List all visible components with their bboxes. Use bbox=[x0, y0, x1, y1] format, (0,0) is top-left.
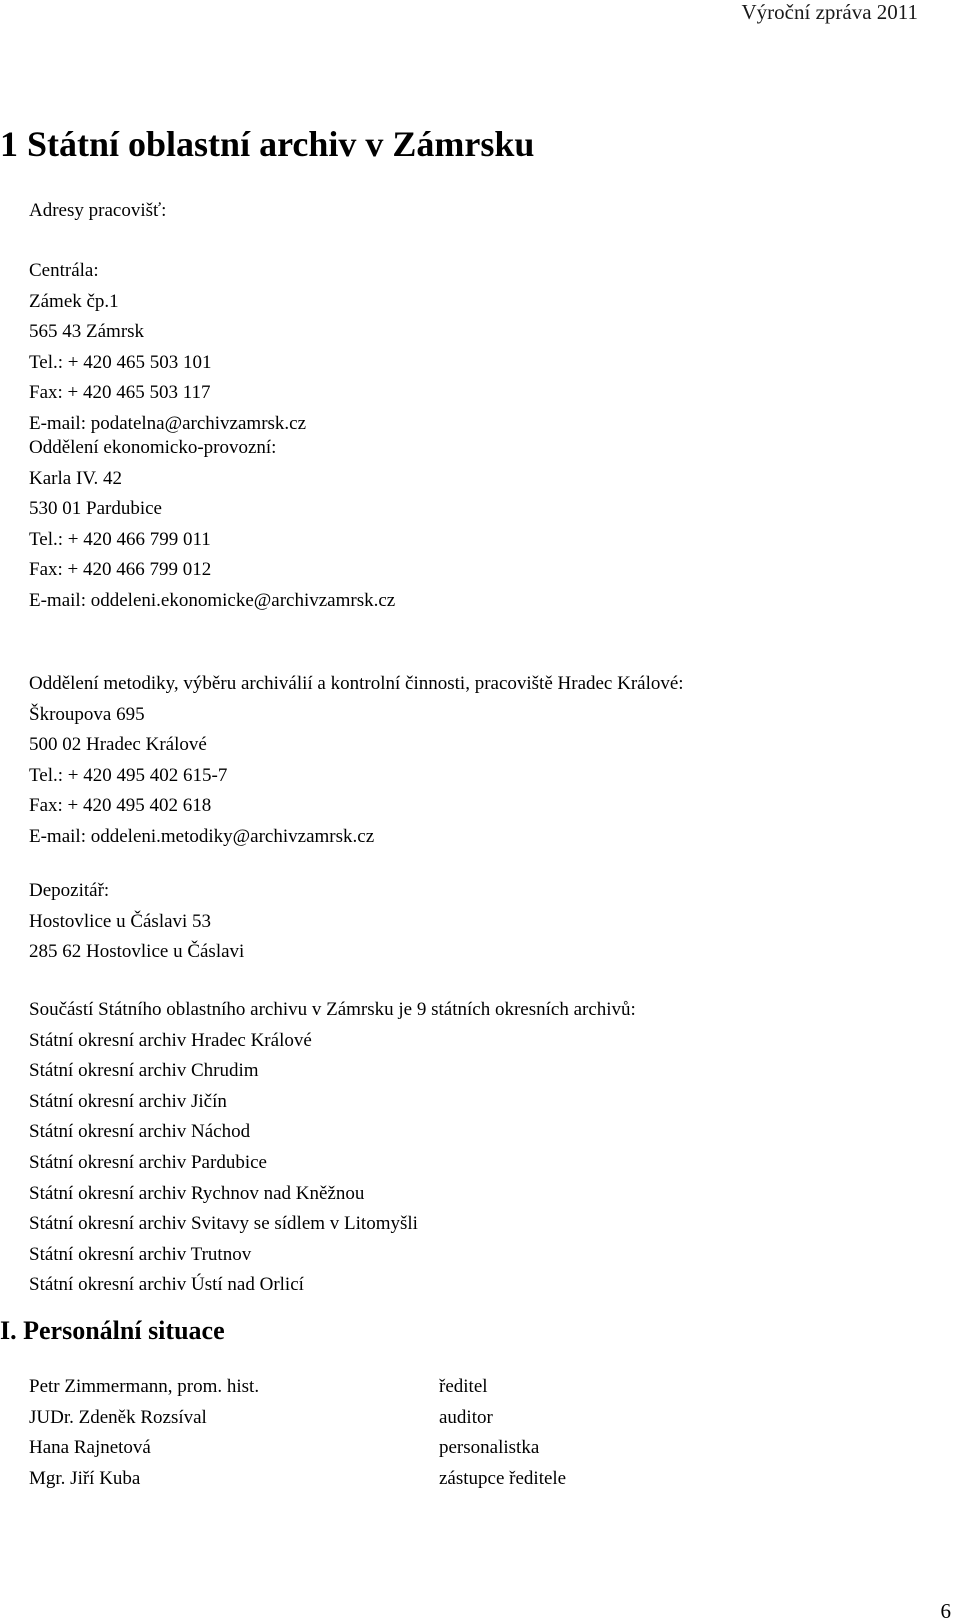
address-line: E-mail: podatelna@archivzamrsk.cz bbox=[29, 412, 307, 434]
address-line: Hostovlice u Čáslavi 53 bbox=[29, 910, 212, 932]
staff-roles bbox=[439, 1372, 566, 1494]
staff-name: Petr Zimmermann, prom. hist. bbox=[29, 1376, 260, 1397]
list-item: Státní okresní archiv Chrudim bbox=[29, 1060, 259, 1082]
address-line: Fax: + 420 466 799 012 bbox=[29, 559, 212, 581]
list-item: Státní okresní archiv Pardubice bbox=[29, 1151, 267, 1173]
staff-name: Mgr. Jiří Kuba bbox=[29, 1467, 141, 1489]
list-item: Státní okresní archiv Jičín bbox=[29, 1090, 227, 1112]
address-line: Oddělení ekonomicko-provozní: bbox=[29, 437, 277, 458]
running-header: Výroční zpráva 2011 bbox=[741, 0, 918, 24]
address-block-metodiky bbox=[29, 669, 684, 853]
personal-section-title: I. Personální situace bbox=[0, 1316, 225, 1345]
staff-name: Hana Rajnetová bbox=[29, 1437, 151, 1459]
staff-role: ředitel bbox=[439, 1376, 488, 1397]
staff-name: JUDr. Zdeněk Rozsíval bbox=[29, 1406, 207, 1428]
list-item: Státní okresní archiv Ústí nad Orlicí bbox=[29, 1274, 304, 1296]
address-line: Fax: + 420 465 503 117 bbox=[29, 382, 211, 404]
address-line: Oddělení metodiky, výběru archiválií a kontrolní činnosti, pracoviště Hradec Králové: bbox=[29, 673, 684, 694]
list-item: Státní okresní archiv Trutnov bbox=[29, 1243, 252, 1265]
staff-role: zástupce ředitele bbox=[439, 1467, 567, 1489]
address-line: Karla IV. 42 bbox=[29, 467, 123, 489]
address-block-depozitar bbox=[29, 876, 244, 968]
address-line: Tel.: + 420 495 402 615-7 bbox=[29, 764, 228, 786]
address-block-centrala bbox=[29, 256, 306, 440]
address-line: 500 02 Hradec Králové bbox=[29, 734, 207, 756]
list-item: Státní okresní archiv Svitavy se sídlem v Litomyšli bbox=[29, 1213, 418, 1235]
address-line: E-mail: oddeleni.ekonomicke@archivzamrsk.cz bbox=[29, 589, 396, 611]
staff-names bbox=[29, 1372, 259, 1494]
staff-role: personalistka bbox=[439, 1437, 540, 1459]
address-line: 285 62 Hostovlice u Čáslavi bbox=[29, 941, 245, 963]
list-item: Státní okresní archiv Náchod bbox=[29, 1121, 251, 1143]
address-line: E-mail: oddeleni.metodiky@archivzamrsk.cz bbox=[29, 825, 375, 847]
section-title: 1 Státní oblastní archiv v Zámrsku bbox=[0, 124, 535, 164]
address-line: Zámek čp.1 bbox=[29, 290, 119, 312]
list-item: Státní okresní archiv Hradec Králové bbox=[29, 1029, 312, 1051]
address-line: Tel.: + 420 466 799 011 bbox=[29, 528, 211, 550]
address-line: 565 43 Zámrsk bbox=[29, 321, 145, 343]
address-line: 530 01 Pardubice bbox=[29, 498, 162, 520]
address-line: Škroupova 695 bbox=[29, 703, 145, 725]
addresses-heading: Adresy pracovišť: bbox=[29, 200, 167, 221]
address-block-ekonomicko bbox=[29, 433, 395, 617]
list-intro: Součástí Státního oblastního archivu v Zámrsku je 9 státních okresních archivů: bbox=[29, 999, 636, 1020]
staff-role: auditor bbox=[439, 1406, 493, 1428]
list-item: Státní okresní archiv Rychnov nad Kněžnou bbox=[29, 1182, 365, 1204]
address-line: Depozitář: bbox=[29, 880, 110, 901]
page-number: 6 bbox=[940, 1599, 951, 1623]
district-archives-list bbox=[29, 995, 636, 1301]
address-line: Centrála: bbox=[29, 260, 99, 281]
address-line: Tel.: + 420 465 503 101 bbox=[29, 351, 212, 373]
address-line: Fax: + 420 495 402 618 bbox=[29, 795, 212, 817]
